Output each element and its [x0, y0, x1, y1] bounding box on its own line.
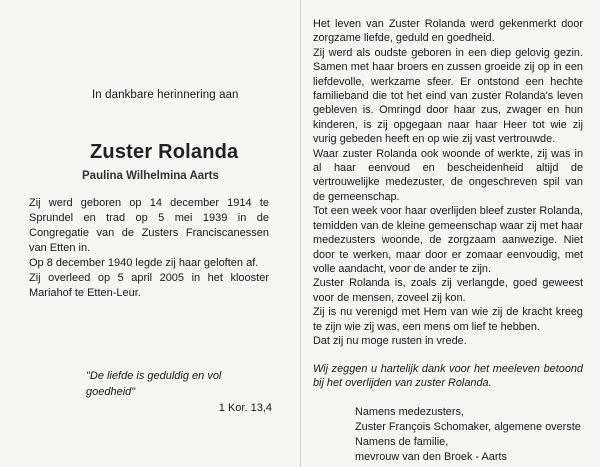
memorial-paragraph: Het leven van Zuster Rolanda werd gekenmerkt door zorgzame liefde, geduld en goedheid. — [313, 18, 583, 45]
memorial-paragraph: Dat zij nu moge rusten in vrede. — [313, 334, 467, 347]
signature-line: Namens medezusters, — [355, 406, 464, 418]
memorial-paragraph: Zij werd als oudste geboren in een diep gelovig gezin. Samen met haar broers en zussen groeide zij op in een liefdevolle, werkzame sfeer. Er ontstond een hechte familieband die tot het eind van zuster Rolanda's leven gebleven is. Omringd door haar zus, zwager en hun kinderen, is zij opgegaan naar haar Heer tot wie zij vurig gebeden heeft en op wie zij vast vertrouwde. — [313, 46, 583, 146]
signature-line: Namens de familie, — [355, 436, 449, 448]
intro-text: In dankbare herinnering aan — [92, 89, 239, 101]
bio-paragraph: Op 8 december 1940 legde zij haar geloften af. — [29, 257, 259, 269]
bio-paragraph: Zij werd geboren op 14 december 1914 te Sprundel en trad op 5 mei 1939 in de Congregatie van de Zusters Franciscanessen van Etten in. — [29, 197, 269, 254]
quote-reference: 1 Kor. 13,4 — [218, 402, 272, 414]
deceased-full-name: Paulina Wilhelmina Aarts — [82, 170, 219, 182]
memorial-text — [313, 17, 583, 348]
thanks-text: Wij zeggen u hartelijk dank voor het meeleven betoond bij het overlijden van zuster Rolanda. — [313, 363, 583, 390]
signature-line: mevrouw van den Broek - Aarts — [355, 451, 507, 463]
deceased-name: Zuster Rolanda — [90, 141, 239, 163]
memorial-paragraph: Zij is nu verenigd met Hem van wie zij de kracht kreeg te zijn wie zij was, een mens om lief te hebben. — [313, 306, 583, 333]
fold-line — [300, 0, 301, 467]
biography — [29, 196, 269, 301]
signature-line: Zuster François Schomaker, algemene overste — [355, 421, 581, 433]
memorial-paragraph: Tot een week voor haar overlijden bleef zuster Rolanda, temidden van de kleine gemeenschap waar zij met haar medezusters woonde, de zorgzaam aanwezige. Niet door te werken, maar door er zomaar eenvoudig, met volle aandacht, voor de ander te zijn. — [313, 205, 583, 275]
quote-text: "De liefde is geduldig en vol goedheid" — [86, 370, 222, 398]
memorial-paragraph: Zuster Rolanda is, zoals zij verlangde, goed geweest voor de mensen, zoveel zij kon. — [313, 277, 583, 304]
signatures — [355, 405, 585, 465]
bio-paragraph: Zij overleed op 5 april 2005 in het klooster Mariahof te Etten-Leur. — [29, 272, 269, 299]
bible-quote — [86, 368, 272, 416]
right-page — [302, 0, 600, 467]
memorial-paragraph: Waar zuster Rolanda ook woonde of werkte, zij was in al haar eenvoud en bescheidenheid altijd de vertrouwelijke medezuster, de ongeschreven spil van de gemeenschap. — [313, 147, 583, 203]
